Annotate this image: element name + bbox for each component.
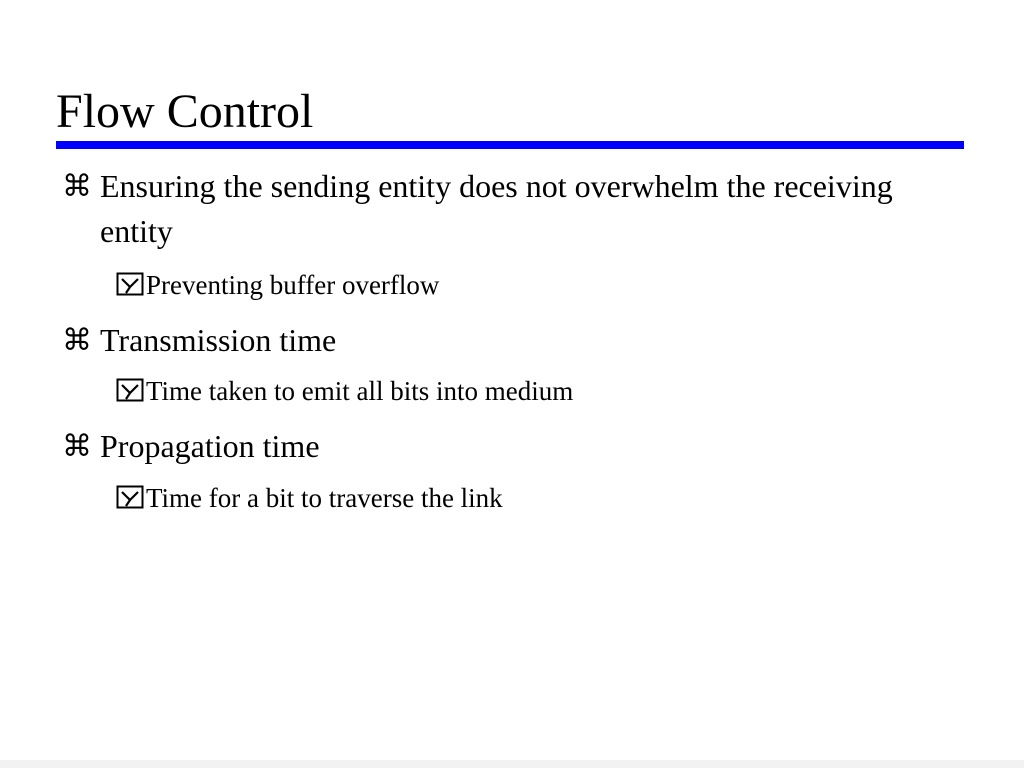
bullet-text: Propagation time bbox=[100, 428, 320, 464]
bullet-text: Ensuring the sending entity does not overwhelm the receiving entity bbox=[100, 168, 893, 249]
footer-divider bbox=[0, 760, 1024, 768]
sub-bullet-item bbox=[116, 481, 503, 515]
checked-box-icon bbox=[116, 272, 144, 296]
sub-bullet-text: Time taken to emit all bits into medium bbox=[146, 376, 574, 406]
bullet-item bbox=[62, 318, 960, 363]
slide-title: Flow Control bbox=[56, 85, 314, 138]
checked-box-icon bbox=[116, 485, 144, 509]
sub-bullet-item bbox=[116, 374, 573, 408]
title-underline bbox=[56, 141, 964, 149]
checked-box-icon bbox=[116, 378, 144, 402]
sub-bullet-text: Time for a bit to traverse the link bbox=[146, 483, 503, 513]
command-key-icon: ⌘ bbox=[62, 429, 92, 464]
bullet-item bbox=[62, 164, 960, 254]
command-key-icon: ⌘ bbox=[62, 169, 92, 204]
sub-bullet-text: Preventing buffer overflow bbox=[146, 270, 440, 300]
sub-bullet-item bbox=[116, 268, 439, 302]
bullet-item bbox=[62, 424, 960, 469]
bullet-text: Transmission time bbox=[100, 322, 337, 358]
command-key-icon: ⌘ bbox=[62, 323, 92, 358]
